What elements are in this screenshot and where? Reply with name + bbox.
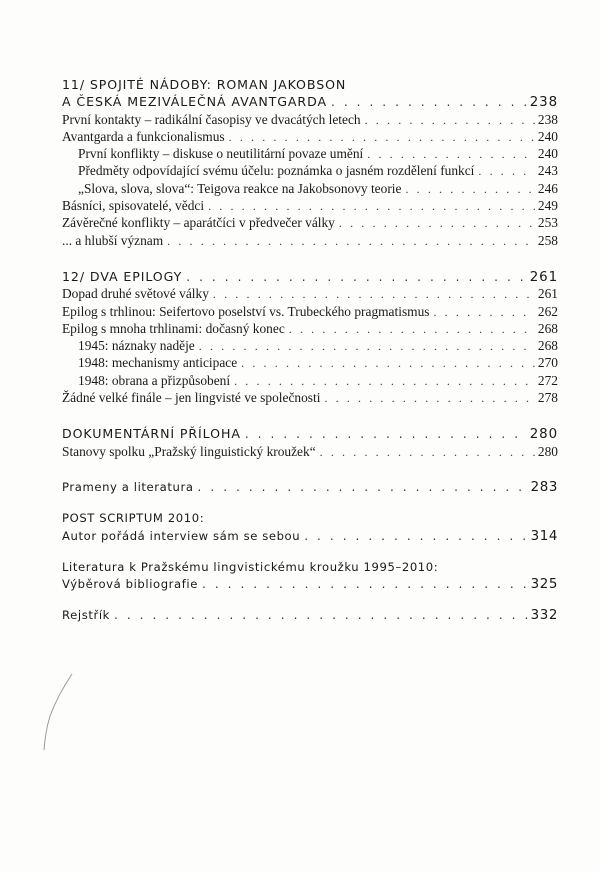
toc-entry-title: „Slova, slova, slova“: Teigova reakce na Jakobsonovy teorie bbox=[78, 180, 402, 196]
toc-entry bbox=[62, 303, 558, 320]
toc-subentry bbox=[62, 372, 558, 389]
appendix-heading bbox=[62, 425, 558, 442]
sources-page: 283 bbox=[530, 479, 558, 495]
leader-dots bbox=[324, 390, 534, 407]
appendix-page: 280 bbox=[529, 427, 558, 443]
toc-entry bbox=[62, 285, 558, 302]
chapter-11-heading bbox=[62, 93, 558, 110]
leader-dots bbox=[289, 321, 535, 338]
chapter-12-heading bbox=[62, 268, 558, 285]
bibliography-title: Výběrová bibliografie bbox=[62, 577, 198, 592]
toc-entry bbox=[62, 128, 558, 145]
toc-subentry bbox=[62, 145, 558, 162]
leader-dots bbox=[114, 607, 528, 624]
toc-entry-page: 240 bbox=[537, 146, 558, 162]
toc-entry-page: 268 bbox=[537, 338, 558, 354]
toc-entry bbox=[62, 214, 558, 231]
postscript-heading: POST SCRIPTUM 2010: bbox=[62, 511, 205, 526]
toc-entry-page: 262 bbox=[537, 303, 558, 319]
bibliography-page: 325 bbox=[530, 577, 558, 593]
leader-dots bbox=[198, 479, 528, 496]
leader-dots bbox=[186, 269, 526, 286]
toc-entry-title: ... a hlubší význam bbox=[62, 232, 164, 248]
toc-entry-page: 238 bbox=[537, 111, 558, 127]
toc-entry-page: 240 bbox=[537, 128, 558, 144]
leader-dots bbox=[365, 112, 535, 129]
chapter-11-page: 238 bbox=[529, 95, 558, 111]
chapter-11-heading-line2: A ČESKÁ MEZIVÁLEČNÁ AVANTGARDA bbox=[62, 94, 327, 110]
table-of-contents bbox=[62, 76, 558, 625]
toc-entry-title: První konflikty – diskuse o neutilitární povaze umění bbox=[78, 146, 364, 162]
leader-dots bbox=[208, 198, 535, 215]
leader-dots bbox=[245, 426, 527, 443]
toc-entry-page: 258 bbox=[537, 232, 558, 248]
postscript-title: Autor pořádá interview sám se sebou bbox=[62, 528, 301, 543]
leader-dots bbox=[304, 528, 527, 545]
leader-dots bbox=[234, 373, 535, 390]
leader-dots bbox=[229, 129, 535, 146]
sources-title: Prameny a literatura bbox=[62, 479, 194, 494]
chapter-11-heading-line1: 11/ SPOJITÉ NÁDOBY: ROMAN JAKOBSON bbox=[62, 77, 347, 92]
toc-entry bbox=[62, 232, 558, 249]
toc-entry-page: 249 bbox=[537, 198, 558, 214]
toc-entry bbox=[62, 197, 558, 214]
chapter-12-title: 12/ DVA EPILOGY bbox=[62, 268, 183, 284]
leader-dots bbox=[199, 338, 535, 355]
toc-entry-page: 272 bbox=[537, 372, 558, 388]
toc-subentry bbox=[62, 162, 558, 179]
postscript-page: 314 bbox=[530, 528, 558, 544]
toc-entry-title: Stanovy spolku „Pražský linguistický kroužek“ bbox=[62, 443, 316, 459]
leader-dots bbox=[167, 233, 535, 250]
toc-entry-title: První kontakty – radikální časopisy ve dvacátých letech bbox=[62, 111, 361, 127]
toc-entry-page: 261 bbox=[537, 286, 558, 302]
leader-dots bbox=[367, 146, 535, 163]
toc-entry-page: 268 bbox=[537, 320, 558, 336]
toc-entry-page: 253 bbox=[537, 215, 558, 231]
toc-entry-title: Závěrečné konflikty – aparátčíci v předvečer války bbox=[62, 215, 335, 231]
bibliography-heading: Literatura k Pražskému lingvistickému kroužku 1995–2010: bbox=[62, 559, 439, 574]
toc-entry bbox=[62, 443, 558, 460]
pencil-mark bbox=[40, 672, 76, 752]
toc-entry-page: 280 bbox=[537, 443, 558, 459]
index-entry bbox=[62, 607, 558, 624]
toc-entry bbox=[62, 389, 558, 406]
sources-entry bbox=[62, 479, 558, 496]
toc-entry-page: 270 bbox=[537, 355, 558, 371]
toc-entry-page: 278 bbox=[537, 390, 558, 406]
leader-dots bbox=[433, 304, 534, 321]
toc-subentry bbox=[62, 180, 558, 197]
index-page: 332 bbox=[530, 608, 558, 624]
appendix-title: DOKUMENTÁRNÍ PŘÍLOHA bbox=[62, 426, 241, 442]
index-title: Rejstřík bbox=[62, 608, 110, 623]
toc-entry-title: Básníci, spisovatelé, vědci bbox=[62, 198, 205, 214]
toc-entry bbox=[62, 111, 558, 128]
toc-entry-title: Epilog s mnoha trhlinami: dočasný konec bbox=[62, 320, 285, 336]
bibliography-entry bbox=[62, 576, 558, 593]
chapter-12-page: 261 bbox=[529, 269, 558, 285]
leader-dots bbox=[213, 286, 535, 303]
leader-dots bbox=[320, 444, 535, 461]
toc-entry-title: 1948: obrana a přizpůsobení bbox=[78, 372, 231, 388]
toc-entry-title: Epilog s trhlinou: Seifertovo poselství vs. Trubeckého pragmatismus bbox=[62, 303, 430, 319]
toc-entry bbox=[62, 320, 558, 337]
toc-subentry bbox=[62, 337, 558, 354]
toc-entry-title: 1945: náznaky naděje bbox=[78, 338, 195, 354]
leader-dots bbox=[339, 215, 535, 232]
postscript-entry bbox=[62, 528, 558, 545]
toc-entry-title: Předměty odpovídající svému účelu: poznámka o jasném rozdělení funkcí bbox=[78, 163, 475, 179]
leader-dots bbox=[331, 94, 527, 111]
toc-entry-title: 1948: mechanismy anticipace bbox=[78, 355, 238, 371]
toc-subentry bbox=[62, 354, 558, 371]
leader-dots bbox=[202, 576, 528, 593]
toc-entry-title: Avantgarda a funkcionalismus bbox=[62, 128, 225, 144]
leader-dots bbox=[405, 181, 534, 198]
leader-dots bbox=[241, 355, 535, 372]
toc-entry-title: Žádné velké finále – jen lingvisté ve společnosti bbox=[62, 390, 321, 406]
leader-dots bbox=[478, 163, 535, 180]
toc-entry-page: 246 bbox=[537, 180, 558, 196]
toc-entry-title: Dopad druhé světové války bbox=[62, 286, 209, 302]
toc-entry-page: 243 bbox=[537, 163, 558, 179]
